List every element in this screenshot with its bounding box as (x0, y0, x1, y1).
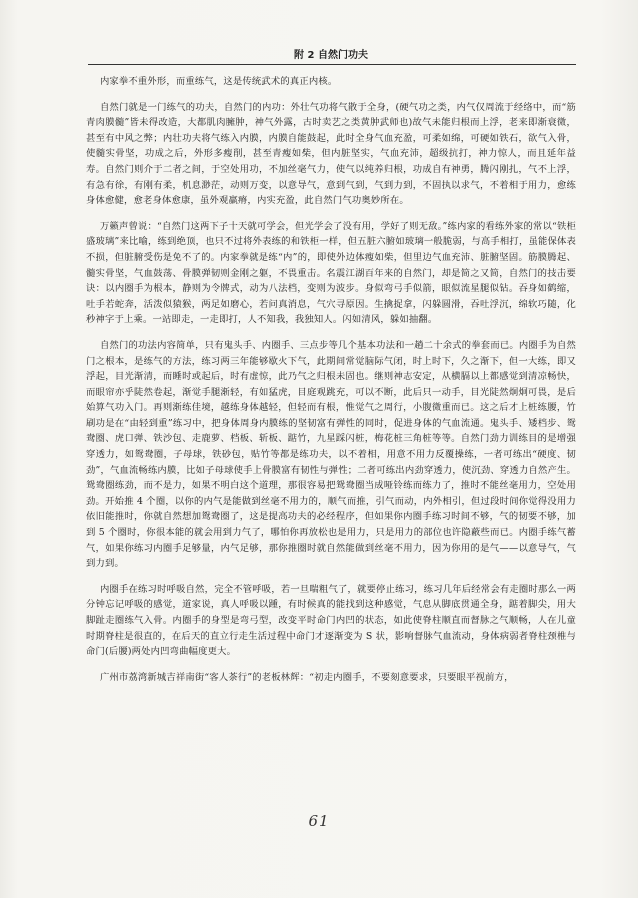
paragraph-3: 万籁声曾说：“自然门这两下子十天就可学会，但光学会了没有用，学好了则无敌。”练内家的看练外家的常以“铁柜盛玻璃”来比喻，练到绝顶，也只不过将外表练的和铁柜一样，但五脏六腑如玻璃一般脆弱，与高手相打，虽能保体表不损，但脏腑受伤是免不了的。内家拳就是练“内”的，即使外边体瘦如柴，但里边气血充沛、脏腑坚固。筋膜腾起、髓实骨坚，气血鼓荡、骨膜弹韧则金刚之躯，不畏重击。名震江湖百年来的自然门，却是简之又简，自然门的技击要诀：以内圈手为根本，静则为令牌式，动为八法档，变则为波步。身似弯弓手似箭，眼似流星腿似钻。吞身如鹤缩，吐手若蛇奔，活泼似猿猴，两足如磨心，若问真消息，气穴寻原因。生擒捉拿，闪躲圆滑，吞吐浮沉，绵软巧随，化秒神字于上乘。一站即走，一走即打，人不知我，我独知人。闪如清风，躲如抽翻。 (86, 220, 576, 326)
page-number: 61 (308, 812, 330, 830)
paragraph-1: 内家拳不重外形，而重练气，这是传统武术的真正内核。 (99, 76, 338, 87)
body-text (86, 74, 576, 695)
paragraph-4: 自然门的功法内容简单，只有鬼头手、内圈手、三点步等几个基本功法和一趟二十余式的拳套而已。内圈手为自然门之根本，是练气的方法，练习两三年能够歇火下气，此期间常觉脑际气闭，时上时下，久之渐下，但一大练，即又浮起，目光渐清，而睡时或起后，时有虚惊，此乃气之归根未固也。继则神志安定，从横膈以上都感觉到清凉畅快，而眼帘亦乎陡然卷起，渐觉手腿渐轻，有如猛虎，目庭观跳充，可以不断，此后只一动手，目光陡然炯炯可畏，是后始算气功入门。再则渐练佳境，越练身体越轻，但轻而有根，惟觉气之周行，小腹微重而已。这之后才上桩练腰，竹刷功是在“由轻到重”练习中，把身体周身内膜练的坚韧富有弹性的同时，促进身体的气血流通。鬼头手、矮档步、鸳鸯圈、虎口弹、铁沙包、走鹿萝、档板、斩板、踮竹，九星踩闪桩，梅花桩三角桩等等。自然门劲力训练目的是增强穿透力，如鸳鸯圈，子母球，铁砂包，贴竹等都是练功夫，以不着相，用意不用力反覆操练，一者可练出“硬度、韧劲”，气血流畅练内膜，比如子母球使手上骨膜富有韧性与弹性；二者可练出内劲穿透力，使沉劲、穿透力自然产生。鸳鸯圈练劲，而不是力，如果不明白这个道理，那很容易把鸳鸯圈当成哑铃练而练力了，推时不能丝毫用力，空处用劲。开始推 4 个圈，以你的内气是能做到丝毫不用力的，顺气而推，引气而动，内外相引，但过段时间你觉得没用力依旧能推时，你就自然想加鸳鸯圈了，这是提高功夫的必经程序，但如果你内圈手练习时间不够，气的韧要不够，加到 5 个圈时，你很本能的就会用到力气了，哪怕你再放松也是用力，只是用力的部位也许隐蔽些而已。内圈手练气蓄气，如果你练习内圈手足够量，内气足够，那你推圈时就自然能做到丝毫不用力，因为你用的是气——以意导气，气到力到。 (86, 339, 576, 570)
header-rule (88, 64, 576, 65)
paragraph-2: 自然门就是一门练气的功夫，自然门的内功：外壮气功将气散于全身，(硬气功之类，内气仅周流于经络中，而“筋青肉膜髓”皆未得改造，大都肌肉臃肿，神气外露，古时卖艺之类黄肿武师也)故气未能归根而上浮，老来即渐衰微，甚至有中风之弊；内壮功夫将气练入内膜，内膜自能鼓起，此时全身气血充盈，可柔如绵，可硬如铁石，欲气入骨，使髓实骨坚，功成之后，外形多瘦削，甚至青瘦如柴，但内脏坚实，气血充沛，超级抗打，神力惊人，而且延年益寿。自然门则介于二者之间，于空处用功，不加丝毫气力，使气以纯养归根，功成自有神勇，腾闪刚扎，气不上浮，有急有徐，有刚有柔，机息渺茫，动则万变，以意导气，意到气到，气到力到，不固执以求气，不着相于用力，愈练身体愈健，愈老身体愈康，虽外观羸瘠，内实充盈，此自然门气功奥妙所在。 (86, 101, 576, 207)
paragraph-5: 内圈手在练习时呼吸自然，完全不管呼吸，若一旦喘粗气了，就要停止练习，练习几年后经常会有走圈时那么一两分钟忘记呼吸的感觉，道家说，真人呼吸以踵，有时候真的能找到这种感觉，气息从脚底贯通全身，踮着脚尖，用大脚趾走圈练气入骨。内圈手的身型是弯弓型，改变平时命门内凹的状态，如此使脊柱顺直而督脉之气顺畅，人在儿童时期脊柱是很直的，在后天的直立行走生活过程中命门才逐渐变为 S 状，影响督脉气血流动，身体病弱者脊柱颈椎与命门(后腰)两处内凹弯曲幅度更大。 (86, 583, 576, 658)
paragraph-6: 广州市荔湾新城吉祥南街“客人茶行”的老板林辉：“初走内圈手，不要刻意要求，只要眼平视前方， (99, 671, 514, 683)
running-header: 附 2 自然门功夫 (294, 50, 368, 61)
